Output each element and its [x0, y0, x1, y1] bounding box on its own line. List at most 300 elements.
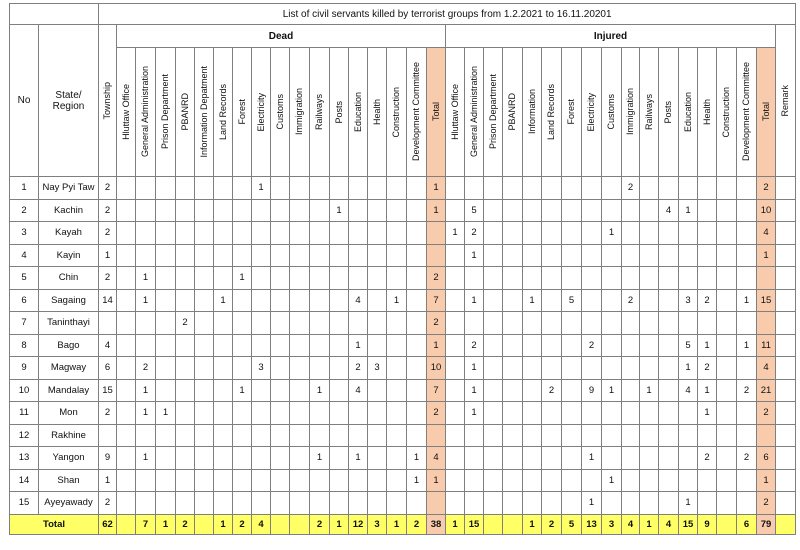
- dead-pbanrd-value: [176, 222, 195, 245]
- injured-information-value: [523, 469, 542, 492]
- dead-customs-value: [271, 447, 290, 470]
- dead-construction-value: [387, 334, 407, 357]
- injured-hluttaw-office-value: [446, 199, 465, 222]
- dead-col-information-depatment: Information Depatment: [195, 48, 214, 177]
- dead-construction-value: [387, 447, 407, 470]
- dead-railways-value: 2: [310, 514, 330, 534]
- dead-col-pbanrd: PBANRD: [176, 48, 195, 177]
- injured-health-value: 2: [698, 447, 717, 470]
- state-region-name: Shan: [39, 469, 99, 492]
- remark-value: [776, 334, 796, 357]
- dead-railways-value: [310, 424, 330, 447]
- injured-general-administration-value: [465, 312, 484, 335]
- injured-total-value: 6: [757, 447, 776, 470]
- injured-forest-value: [562, 492, 582, 515]
- injured-forest-value: [562, 267, 582, 290]
- dead-railways-value: [310, 402, 330, 425]
- injured-construction-value: [717, 334, 737, 357]
- dead-pbanrd-value: 2: [176, 312, 195, 335]
- injured-development-committee-value: [737, 267, 757, 290]
- casualty-table: [9, 3, 796, 535]
- remark-value: [776, 492, 796, 515]
- dead-pbanrd-value: [176, 402, 195, 425]
- injured-customs-value: [602, 334, 622, 357]
- injured-land-records-value: [542, 424, 562, 447]
- remark-value: [776, 244, 796, 267]
- dead-posts-value: [330, 447, 349, 470]
- dead-immigration-value: [290, 514, 310, 534]
- injured-col-education: Education: [679, 48, 698, 177]
- dead-electricity-value: 3: [252, 357, 271, 380]
- injured-prison-department-value: [484, 357, 503, 380]
- dead-posts-value: [330, 379, 349, 402]
- injured-health-value: 2: [698, 357, 717, 380]
- table-row-kayin: [10, 244, 796, 267]
- dead-total-value: [427, 492, 446, 515]
- injured-development-committee-value: [737, 357, 757, 380]
- dead-forest-value: [233, 289, 252, 312]
- injured-col-construction: Construction: [717, 48, 737, 177]
- injured-total-value: 2: [757, 402, 776, 425]
- dead-pbanrd-value: [176, 289, 195, 312]
- dead-construction-value: [387, 492, 407, 515]
- dead-land-records-value: [214, 492, 233, 515]
- dead-hluttaw-office-value: [117, 267, 136, 290]
- injured-prison-department-value: [484, 379, 503, 402]
- dead-forest-value: 2: [233, 514, 252, 534]
- injured-land-records-value: [542, 312, 562, 335]
- injured-pbanrd-value: [503, 514, 523, 534]
- injured-electricity-value: [582, 289, 602, 312]
- remark-value: [776, 357, 796, 380]
- dead-health-value: [368, 222, 387, 245]
- dead-electricity-value: [252, 267, 271, 290]
- injured-education-value: [679, 267, 698, 290]
- dead-customs-value: [271, 244, 290, 267]
- injured-construction-value: [717, 267, 737, 290]
- injured-customs-value: [602, 199, 622, 222]
- dead-information-depatment-value: [195, 177, 214, 200]
- dead-information-depatment-value: [195, 379, 214, 402]
- township-count: 2: [99, 199, 117, 222]
- injured-pbanrd-value: [503, 447, 523, 470]
- township-count: 2: [99, 177, 117, 200]
- dead-health-value: 3: [368, 357, 387, 380]
- injured-pbanrd-value: [503, 357, 523, 380]
- injured-pbanrd-value: [503, 492, 523, 515]
- injured-col-pbanrd: PBANRD: [503, 48, 523, 177]
- injured-customs-value: [602, 357, 622, 380]
- township-count: 1: [99, 244, 117, 267]
- dead-general-administration-value: [136, 199, 156, 222]
- dead-health-value: [368, 334, 387, 357]
- dead-pbanrd-value: [176, 424, 195, 447]
- dead-land-records-value: [214, 424, 233, 447]
- injured-information-value: [523, 267, 542, 290]
- dead-forest-value: [233, 199, 252, 222]
- state-region-name: Yangon: [39, 447, 99, 470]
- dead-general-administration-value: 7: [136, 514, 156, 534]
- dead-prison-department-value: [156, 222, 176, 245]
- injured-railways-value: [640, 289, 659, 312]
- injured-information-value: [523, 492, 542, 515]
- dead-general-administration-value: 1: [136, 267, 156, 290]
- dead-land-records-value: [214, 267, 233, 290]
- dead-col-construction: Construction: [387, 48, 407, 177]
- injured-railways-value: [640, 177, 659, 200]
- injured-col-hluttaw-office: Hluttaw Office: [446, 48, 465, 177]
- dead-immigration-value: [290, 334, 310, 357]
- injured-total-value: 21: [757, 379, 776, 402]
- dead-prison-department-value: [156, 492, 176, 515]
- dead-general-administration-value: [136, 492, 156, 515]
- dead-education-value: [349, 469, 368, 492]
- injured-development-committee-value: [737, 312, 757, 335]
- injured-immigration-value: [622, 469, 640, 492]
- dead-health-value: [368, 312, 387, 335]
- dead-total-value: 2: [427, 312, 446, 335]
- state-region-name: Magway: [39, 357, 99, 380]
- injured-development-committee-value: [737, 199, 757, 222]
- injured-hluttaw-office-value: [446, 334, 465, 357]
- dead-customs-value: [271, 199, 290, 222]
- injured-forest-value: [562, 334, 582, 357]
- injured-electricity-value: [582, 402, 602, 425]
- injured-pbanrd-value: [503, 289, 523, 312]
- dead-immigration-value: [290, 469, 310, 492]
- injured-pbanrd-value: [503, 199, 523, 222]
- injured-education-value: 15: [679, 514, 698, 534]
- dead-pbanrd-value: [176, 177, 195, 200]
- dead-total-value: [427, 222, 446, 245]
- dead-development-committee-value: [407, 492, 427, 515]
- injured-hluttaw-office-value: [446, 447, 465, 470]
- dead-immigration-value: [290, 447, 310, 470]
- dead-hluttaw-office-value: [117, 357, 136, 380]
- injured-customs-value: [602, 447, 622, 470]
- injured-railways-value: [640, 402, 659, 425]
- dead-land-records-value: [214, 222, 233, 245]
- dead-prison-department-value: [156, 469, 176, 492]
- injured-electricity-value: [582, 312, 602, 335]
- dead-hluttaw-office-value: [117, 334, 136, 357]
- dead-posts-value: [330, 177, 349, 200]
- table-row-taninthayi: [10, 312, 796, 335]
- injured-col-development-committee: Development Committee: [737, 48, 757, 177]
- injured-hluttaw-office-value: [446, 312, 465, 335]
- injured-land-records-value: [542, 334, 562, 357]
- dead-posts-value: 1: [330, 514, 349, 534]
- dead-health-value: [368, 267, 387, 290]
- table-title: List of civil servants killed by terrorist groups from 1.2.2021 to 16.11.20201: [99, 4, 796, 25]
- township-count: 9: [99, 447, 117, 470]
- injured-construction-value: [717, 447, 737, 470]
- state-region-name: Kachin: [39, 199, 99, 222]
- injured-education-value: 3: [679, 289, 698, 312]
- injured-health-value: 2: [698, 289, 717, 312]
- injured-development-committee-value: 1: [737, 334, 757, 357]
- injured-construction-value: [717, 244, 737, 267]
- dead-development-committee-value: [407, 244, 427, 267]
- injured-general-administration-value: [465, 447, 484, 470]
- remark-value: [776, 379, 796, 402]
- table-row-nay-pyi-taw: [10, 177, 796, 200]
- injured-railways-value: [640, 469, 659, 492]
- injured-general-administration-value: 1: [465, 244, 484, 267]
- injured-education-value: 1: [679, 199, 698, 222]
- injured-general-administration-value: 1: [465, 289, 484, 312]
- injured-hluttaw-office-value: [446, 379, 465, 402]
- injured-construction-value: [717, 289, 737, 312]
- dead-information-depatment-value: [195, 267, 214, 290]
- dead-pbanrd-value: [176, 199, 195, 222]
- dead-health-value: [368, 402, 387, 425]
- dead-posts-value: [330, 424, 349, 447]
- dead-forest-value: [233, 312, 252, 335]
- dead-development-committee-value: [407, 199, 427, 222]
- dead-construction-value: [387, 402, 407, 425]
- dead-forest-value: [233, 492, 252, 515]
- injured-health-value: [698, 312, 717, 335]
- injured-customs-value: 1: [602, 469, 622, 492]
- title-spacer: [10, 4, 99, 25]
- dead-hluttaw-office-value: [117, 424, 136, 447]
- dead-customs-value: [271, 469, 290, 492]
- remark-value: [776, 469, 796, 492]
- dead-prison-department-value: [156, 357, 176, 380]
- dead-posts-value: [330, 334, 349, 357]
- injured-electricity-value: [582, 244, 602, 267]
- table-row-mandalay: [10, 379, 796, 402]
- dead-hluttaw-office-value: [117, 244, 136, 267]
- dead-education-value: [349, 199, 368, 222]
- remark-value: [776, 424, 796, 447]
- dead-forest-value: [233, 402, 252, 425]
- dead-railways-value: [310, 492, 330, 515]
- injured-posts-value: [659, 424, 679, 447]
- township-count: 2: [99, 267, 117, 290]
- injured-immigration-value: [622, 424, 640, 447]
- dead-prison-department-value: [156, 177, 176, 200]
- dead-electricity-value: [252, 424, 271, 447]
- dead-railways-value: [310, 312, 330, 335]
- dead-immigration-value: [290, 402, 310, 425]
- injured-prison-department-value: [484, 244, 503, 267]
- header-injured-group: Injured: [446, 25, 776, 48]
- dead-land-records-value: [214, 177, 233, 200]
- injured-development-committee-value: [737, 222, 757, 245]
- injured-total-value: 4: [757, 222, 776, 245]
- dead-information-depatment-value: [195, 447, 214, 470]
- casualty-table-wrapper: [9, 3, 796, 535]
- dead-health-value: [368, 424, 387, 447]
- dead-general-administration-value: [136, 469, 156, 492]
- injured-land-records-value: 2: [542, 514, 562, 534]
- dead-land-records-value: [214, 379, 233, 402]
- injured-col-prison-department: Prison Department: [484, 48, 503, 177]
- dead-col-hluttaw-office: Hluttaw Office: [117, 48, 136, 177]
- dead-land-records-value: [214, 357, 233, 380]
- injured-information-value: 1: [523, 289, 542, 312]
- dead-hluttaw-office-value: [117, 402, 136, 425]
- injured-land-records-value: 2: [542, 379, 562, 402]
- injured-prison-department-value: [484, 514, 503, 534]
- injured-general-administration-value: 2: [465, 334, 484, 357]
- dead-col-electricity: Electricity: [252, 48, 271, 177]
- injured-education-value: [679, 469, 698, 492]
- injured-development-committee-value: [737, 469, 757, 492]
- injured-railways-value: [640, 492, 659, 515]
- dead-health-value: [368, 244, 387, 267]
- table-row-magway: [10, 357, 796, 380]
- dead-land-records-value: [214, 334, 233, 357]
- injured-construction-value: [717, 312, 737, 335]
- dead-prison-department-value: [156, 267, 176, 290]
- row-number: 4: [10, 244, 39, 267]
- injured-hluttaw-office-value: [446, 402, 465, 425]
- dead-total-value: 1: [427, 334, 446, 357]
- injured-land-records-value: [542, 289, 562, 312]
- injured-railways-value: 1: [640, 379, 659, 402]
- township-count: 4: [99, 334, 117, 357]
- state-region-name: Sagaing: [39, 289, 99, 312]
- injured-customs-value: [602, 267, 622, 290]
- dead-forest-value: [233, 222, 252, 245]
- remark-value: [776, 289, 796, 312]
- injured-health-value: 1: [698, 402, 717, 425]
- dead-education-value: [349, 424, 368, 447]
- injured-health-value: [698, 222, 717, 245]
- injured-railways-value: [640, 424, 659, 447]
- injured-total-value: 4: [757, 357, 776, 380]
- dead-total-value: 7: [427, 289, 446, 312]
- injured-hluttaw-office-value: [446, 469, 465, 492]
- dead-construction-value: 1: [387, 289, 407, 312]
- dead-immigration-value: [290, 357, 310, 380]
- injured-information-value: [523, 312, 542, 335]
- dead-hluttaw-office-value: [117, 177, 136, 200]
- injured-information-value: [523, 177, 542, 200]
- dead-immigration-value: [290, 199, 310, 222]
- injured-development-committee-value: 1: [737, 289, 757, 312]
- injured-total-value: 10: [757, 199, 776, 222]
- dead-forest-value: 1: [233, 379, 252, 402]
- dead-hluttaw-office-value: [117, 199, 136, 222]
- injured-information-value: [523, 379, 542, 402]
- injured-construction-value: [717, 424, 737, 447]
- injured-construction-value: [717, 402, 737, 425]
- dead-education-value: 1: [349, 334, 368, 357]
- dead-electricity-value: [252, 244, 271, 267]
- dead-hluttaw-office-value: [117, 447, 136, 470]
- injured-pbanrd-value: [503, 244, 523, 267]
- injured-pbanrd-value: [503, 222, 523, 245]
- dead-health-value: [368, 289, 387, 312]
- row-number: 14: [10, 469, 39, 492]
- injured-prison-department-value: [484, 334, 503, 357]
- injured-pbanrd-value: [503, 312, 523, 335]
- dead-health-value: [368, 492, 387, 515]
- injured-health-value: [698, 199, 717, 222]
- injured-education-value: [679, 222, 698, 245]
- dead-prison-department-value: [156, 244, 176, 267]
- total-label: Total: [10, 514, 99, 534]
- remark-value: [776, 177, 796, 200]
- injured-prison-department-value: [484, 402, 503, 425]
- dead-prison-department-value: [156, 289, 176, 312]
- dead-land-records-value: [214, 469, 233, 492]
- dead-total-value: 1: [427, 469, 446, 492]
- dead-prison-department-value: [156, 312, 176, 335]
- table-row-kachin: [10, 199, 796, 222]
- township-count: 15: [99, 379, 117, 402]
- dead-information-depatment-value: [195, 222, 214, 245]
- dead-customs-value: [271, 267, 290, 290]
- dead-information-depatment-value: [195, 244, 214, 267]
- dead-education-value: [349, 177, 368, 200]
- injured-construction-value: [717, 469, 737, 492]
- injured-general-administration-value: 15: [465, 514, 484, 534]
- dead-immigration-value: [290, 289, 310, 312]
- injured-land-records-value: [542, 267, 562, 290]
- township-count: 62: [99, 514, 117, 534]
- dead-hluttaw-office-value: [117, 492, 136, 515]
- injured-posts-value: [659, 244, 679, 267]
- row-number: 5: [10, 267, 39, 290]
- dead-immigration-value: [290, 312, 310, 335]
- remark-value: [776, 312, 796, 335]
- dead-construction-value: [387, 312, 407, 335]
- table-row-ayeyawady: [10, 492, 796, 515]
- state-region-name: Rakhine: [39, 424, 99, 447]
- injured-education-value: [679, 177, 698, 200]
- injured-information-value: [523, 334, 542, 357]
- row-number: 8: [10, 334, 39, 357]
- dead-railways-value: [310, 222, 330, 245]
- table-row-shan: [10, 469, 796, 492]
- injured-general-administration-value: 5: [465, 199, 484, 222]
- dead-col-land-records: Land Records: [214, 48, 233, 177]
- dead-posts-value: [330, 402, 349, 425]
- dead-railways-value: 1: [310, 379, 330, 402]
- township-count: 14: [99, 289, 117, 312]
- state-region-name: Mon: [39, 402, 99, 425]
- dead-posts-value: 1: [330, 199, 349, 222]
- dead-forest-value: [233, 334, 252, 357]
- dead-information-depatment-value: [195, 289, 214, 312]
- injured-pbanrd-value: [503, 424, 523, 447]
- injured-railways-value: [640, 447, 659, 470]
- dead-development-committee-value: 2: [407, 514, 427, 534]
- injured-development-committee-value: 6: [737, 514, 757, 534]
- injured-electricity-value: [582, 177, 602, 200]
- dead-hluttaw-office-value: [117, 289, 136, 312]
- injured-electricity-value: 9: [582, 379, 602, 402]
- dead-immigration-value: [290, 379, 310, 402]
- dead-construction-value: [387, 222, 407, 245]
- dead-development-committee-value: [407, 222, 427, 245]
- injured-pbanrd-value: [503, 379, 523, 402]
- state-region-name: Chin: [39, 267, 99, 290]
- township-count: 2: [99, 222, 117, 245]
- dead-posts-value: [330, 289, 349, 312]
- dead-construction-value: [387, 267, 407, 290]
- dead-customs-value: [271, 514, 290, 534]
- injured-health-value: [698, 267, 717, 290]
- injured-forest-value: [562, 177, 582, 200]
- injured-total-value: 79: [757, 514, 776, 534]
- state-region-name: Ayeyawady: [39, 492, 99, 515]
